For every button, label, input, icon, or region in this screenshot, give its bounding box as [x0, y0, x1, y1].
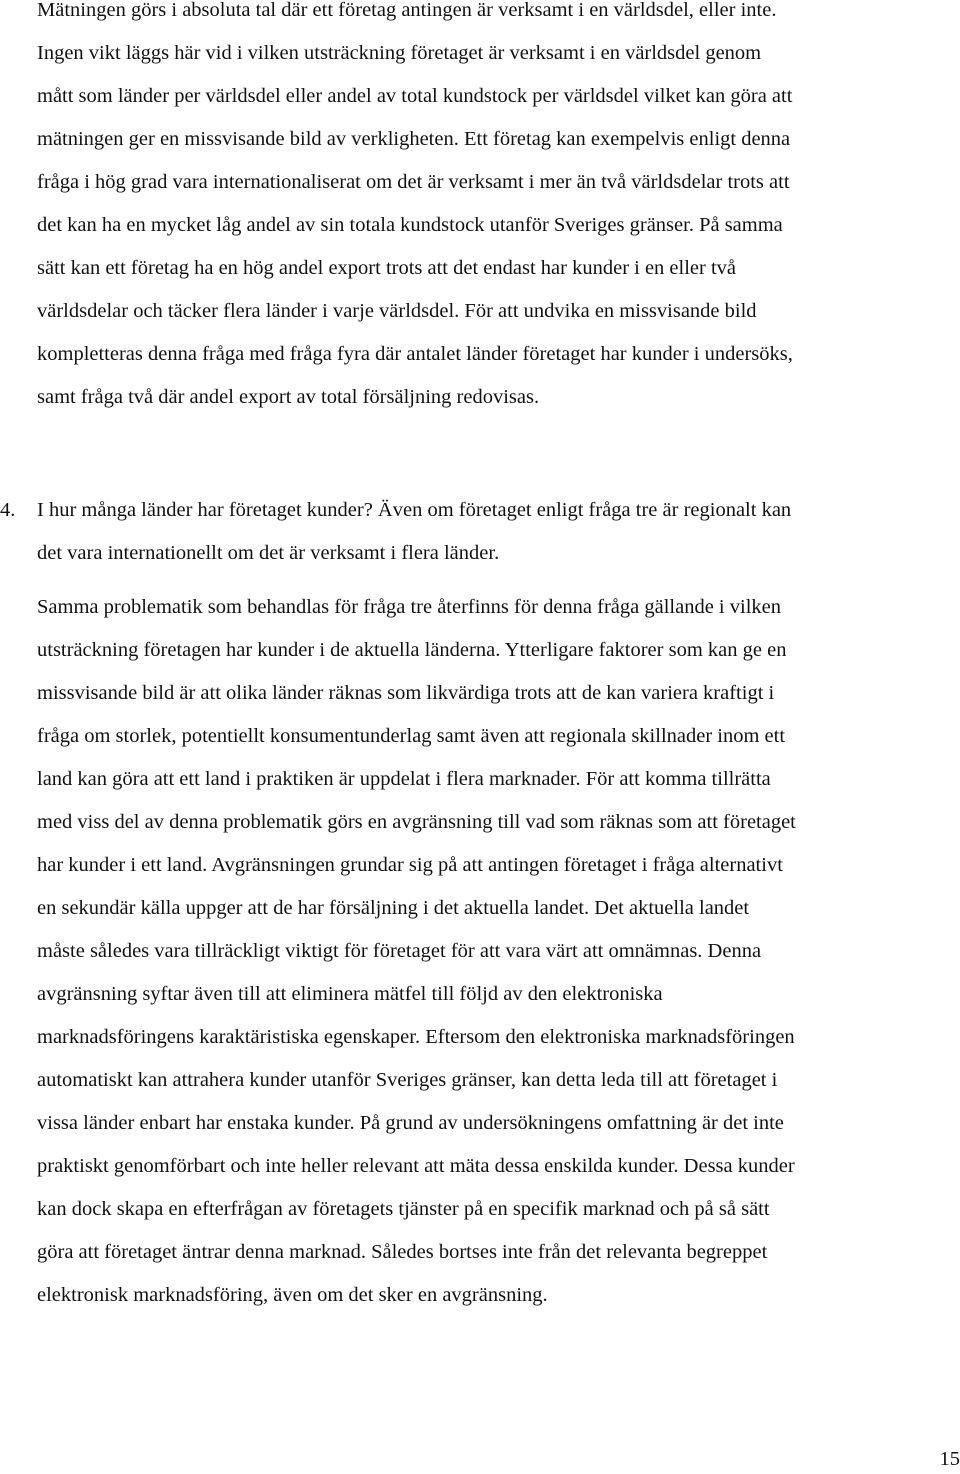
text-line: fråga om storlek, potentiellt konsumentunderlag samt även att regionala skillnader inom ett [37, 725, 786, 747]
text-line: utsträckning företagen har kunder i de aktuella länderna. Ytterligare faktorer som kan ge en [37, 639, 787, 661]
paragraph-measurement [37, 0, 958, 419]
text-line: avgränsning syftar även till att eliminera mätfel till följd av den elektroniska [37, 983, 663, 1005]
text-line: Mätningen görs i absoluta tal där ett företag antingen är verksamt i en världsdel, eller inte. [37, 0, 777, 21]
text-line: mått som länder per världsdel eller andel av total kundstock per världsdel vilket kan göra att [37, 85, 793, 107]
text-line: mätningen ger en missvisande bild av verkligheten. Ett företag kan exempelvis enligt denna [37, 128, 791, 150]
question-number: 4. [0, 499, 16, 521]
text-line: praktiskt genomförbart och inte heller relevant att mäta dessa enskilda kunder. Dessa kunder [37, 1155, 795, 1177]
text-line: automatiskt kan attrahera kunder utanför Sveriges gränser, kan detta leda till att företaget i [37, 1069, 778, 1091]
text-line: kan dock skapa en efterfrågan av företagets tjänster på en specifik marknad och på så sätt [37, 1198, 770, 1220]
text-line: Ingen vikt läggs här vid i vilken utsträckning företaget är verksamt i en världsdel genom [37, 42, 762, 64]
text-line: fråga i hög grad vara internationaliserat om det är verksamt i mer än två världsdelar trots att [37, 171, 790, 193]
question-4 [0, 489, 958, 575]
text-line: vissa länder enbart har enstaka kunder. På grund av undersökningens omfattning är det inte [37, 1112, 784, 1134]
text-line: det kan ha en mycket låg andel av sin totala kundstock utanför Sveriges gränser. På samma [37, 214, 783, 236]
text-line: sätt kan ett företag ha en hög andel export trots att det endast har kunder i en eller två [37, 257, 737, 279]
page-number: 15 [939, 1448, 960, 1470]
text-line: missvisande bild är att olika länder räknas som likvärdiga trots att de kan variera kraftigt i [37, 682, 775, 704]
text-line: med viss del av denna problematik görs en avgränsning till vad som räknas som att företaget [37, 811, 796, 833]
text-line: marknadsföringens karaktäristiska egenskaper. Eftersom den elektroniska marknadsföringen [37, 1026, 795, 1048]
text-line: det vara internationellt om det är verksamt i flera länder. [37, 542, 500, 564]
text-line: I hur många länder har företaget kunder? Även om företaget enligt fråga tre är regionalt kan [37, 499, 792, 521]
paragraph-problematic [37, 586, 958, 1317]
text-line: göra att företaget äntrar denna marknad. Således bortses inte från det relevanta begreppet [37, 1241, 768, 1263]
text-line: land kan göra att ett land i praktiken är uppdelat i flera marknader. För att komma tillrätta [37, 768, 771, 790]
text-line: en sekundär källa uppger att de har försäljning i det aktuella landet. Det aktuella landet [37, 897, 750, 919]
text-line: kompletteras denna fråga med fråga fyra där antalet länder företaget har kunder i undersöks, [37, 343, 793, 365]
text-line: måste således vara tillräckligt viktigt för företaget för att vara värt att omnämnas. Denna [37, 940, 762, 962]
text-line: samt fråga två där andel export av total försäljning redovisas. [37, 386, 540, 408]
text-line: Samma problematik som behandlas för fråga tre återfinns för denna fråga gällande i vilken [37, 596, 781, 618]
text-line: har kunder i ett land. Avgränsningen grundar sig på att antingen företaget i fråga alternativt [37, 854, 783, 876]
text-line: elektronisk marknadsföring, även om det sker en avgränsning. [37, 1284, 548, 1306]
text-line: världsdelar och täcker flera länder i varje världsdel. För att undvika en missvisande bild [37, 300, 757, 322]
